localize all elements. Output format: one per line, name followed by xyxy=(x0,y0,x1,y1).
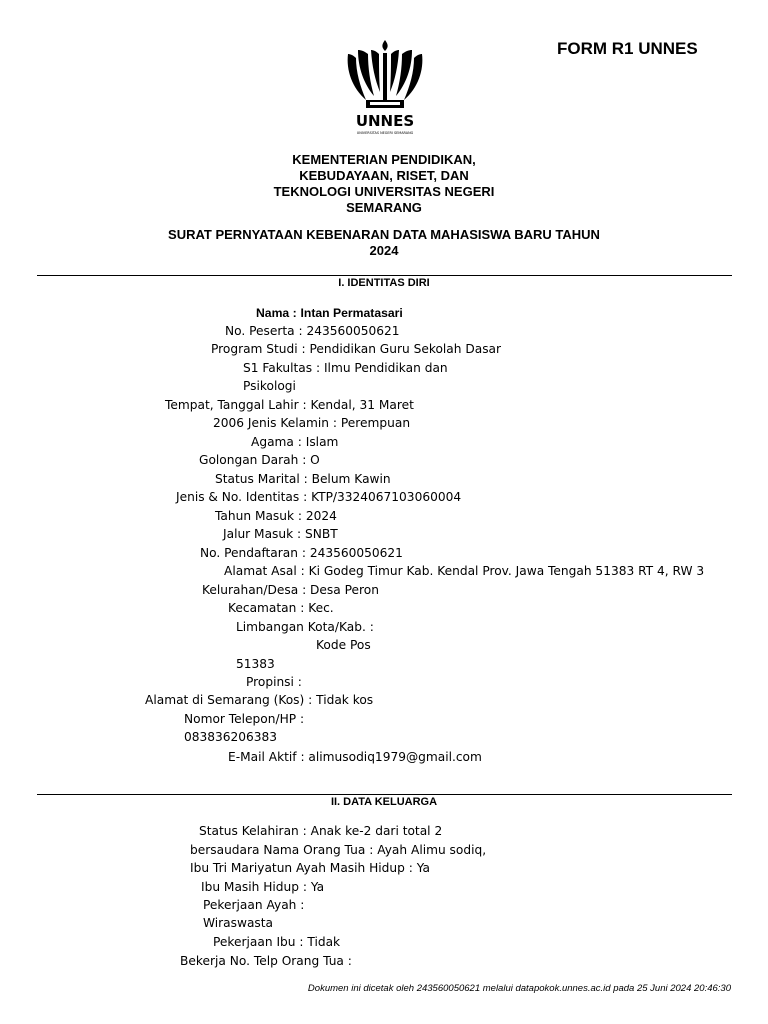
field-line: Tahun Masuk : 2024 xyxy=(215,509,337,523)
field-line: Propinsi : xyxy=(246,675,302,689)
field-line: Nomor Telepon/HP : xyxy=(184,712,305,726)
field-line: 083836206383 xyxy=(184,730,278,744)
institution-line: TEKNOLOGI UNIVERSITAS NEGERI xyxy=(273,184,495,199)
field-line: Alamat di Semarang (Kos) : Tidak kos xyxy=(145,693,374,707)
field-line: E-Mail Aktif : alimusodiq1979@gmail.com xyxy=(228,750,482,764)
print-footer: Dokumen ini dicetak oleh 243560050621 melalui datapokok.unnes.ac.id pada 25 Juni 2024 20:46:30 xyxy=(307,983,731,994)
field-line: Golongan Darah : O xyxy=(199,453,320,467)
field-line: Jalur Masuk : SNBT xyxy=(223,527,338,541)
field-value: Intan Permatasari xyxy=(300,306,403,320)
field-label: Nama : xyxy=(256,306,297,320)
section-title-identitas: I. IDENTITAS DIRI xyxy=(338,277,430,289)
section-title-keluarga: II. DATA KELUARGA xyxy=(330,796,438,808)
section-divider xyxy=(37,794,732,795)
section-divider xyxy=(37,275,732,276)
field-line: No. Peserta : 243560050621 xyxy=(225,324,400,338)
field-line: Alamat Asal : Ki Godeg Timur Kab. Kendal Prov. Jawa Tengah 51383 RT 4, RW 3 xyxy=(224,564,705,578)
unnes-logo xyxy=(344,38,426,136)
form-title: FORM R1 UNNES xyxy=(557,39,698,58)
field-line: Status Marital : Belum Kawin xyxy=(215,472,391,486)
institution-name xyxy=(0,152,768,216)
field-line: 51383 xyxy=(236,657,275,671)
field-line: Kode Pos xyxy=(316,638,371,652)
field-line: Status Kelahiran : Anak ke-2 dari total 2 xyxy=(199,824,443,838)
institution-line: SEMARANG xyxy=(346,200,422,215)
logo-wordmark: UNNES xyxy=(355,112,415,130)
field-line: Agama : Islam xyxy=(251,435,339,449)
statement-line: 2024 xyxy=(369,243,399,258)
logo-subtext: UNIVERSITAS NEGERI SEMARANG xyxy=(356,131,414,135)
statement-title xyxy=(0,227,768,259)
field-line: Wiraswasta xyxy=(203,916,274,930)
statement-line: SURAT PERNYATAAN KEBENARAN DATA MAHASISWA BARU TAHUN xyxy=(168,227,600,242)
field-line: Limbangan Kota/Kab. : xyxy=(236,620,374,634)
field-line: Ibu Tri Mariyatun Ayah Masih Hidup : Ya xyxy=(190,861,430,875)
field-line: Psikologi xyxy=(243,379,296,393)
field-line: Kelurahan/Desa : Desa Peron xyxy=(202,583,379,597)
institution-line: KEBUDAYAAN, RISET, DAN xyxy=(299,168,469,183)
field-line: No. Pendaftaran : 243560050621 xyxy=(200,546,403,560)
field-line: Ibu Masih Hidup : Ya xyxy=(201,880,325,894)
field-line: Program Studi : Pendidikan Guru Sekolah Dasar xyxy=(211,342,502,356)
field-line: bersaudara Nama Orang Tua : Ayah Alimu sodiq, xyxy=(190,843,487,857)
field-line: Pekerjaan Ibu : Tidak xyxy=(213,935,341,949)
field-line: 2006 Jenis Kelamin : Perempuan xyxy=(213,416,411,430)
field-line: Bekerja No. Telp Orang Tua : xyxy=(180,954,352,968)
field-line: Tempat, Tanggal Lahir : Kendal, 31 Maret xyxy=(165,398,414,412)
field-line: Kecamatan : Kec. xyxy=(228,601,334,615)
institution-line: KEMENTERIAN PENDIDIKAN, xyxy=(292,152,476,167)
field-line: Pekerjaan Ayah : xyxy=(203,898,305,912)
field-line: Jenis & No. Identitas : KTP/3324067103060004 xyxy=(176,490,462,504)
field-line: S1 Fakultas : Ilmu Pendidikan dan xyxy=(243,361,448,375)
field-nama xyxy=(256,306,403,320)
